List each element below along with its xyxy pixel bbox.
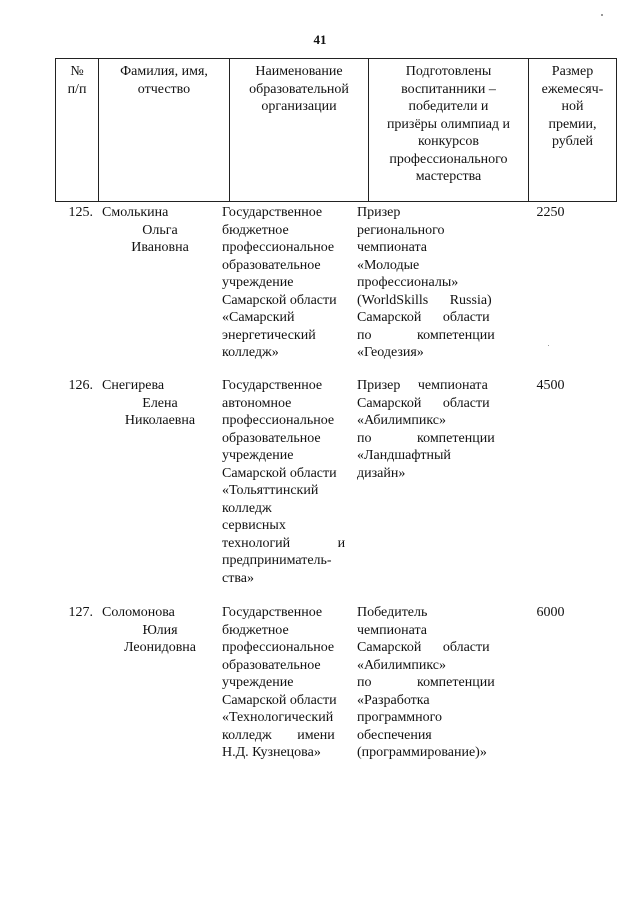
org-line: «Самарский	[222, 310, 295, 325]
org-line: Государственное	[222, 605, 323, 620]
org-line: Государственное	[222, 378, 323, 393]
ach-line: дизайн»	[357, 465, 406, 481]
ach-line: Самарской области	[357, 310, 490, 325]
org-line: ства»	[222, 570, 254, 586]
org-line: Государственное	[222, 205, 323, 220]
org-line: «Тольяттинский	[222, 483, 319, 498]
name-line: Ольга	[142, 222, 178, 238]
row-number: 126.	[68, 378, 93, 393]
header-line: мастерства	[415, 169, 482, 184]
table-header	[55, 58, 617, 202]
ach-line: профессионалы»	[357, 275, 459, 290]
org-line: Самарской области	[222, 465, 337, 481]
header-organization	[230, 59, 369, 202]
org-line: учреждение	[222, 675, 294, 690]
achievement	[357, 204, 502, 362]
name-line: Снегирева	[102, 378, 165, 393]
header-number	[56, 59, 99, 202]
org-line: образовательное	[222, 657, 321, 673]
ach-line: «Молодые	[357, 257, 420, 273]
header-line: ежемесяч-	[541, 81, 604, 97]
org-line: бюджетное	[222, 622, 289, 638]
name-line: Юлия	[142, 622, 178, 638]
header-name	[99, 59, 230, 202]
ach-line: «Разработка	[357, 692, 430, 708]
ach-line: Самарской области	[357, 640, 490, 655]
name-line: Ивановна	[131, 240, 189, 255]
person-name	[100, 604, 220, 657]
achievement	[357, 604, 502, 762]
org-line: профессиональное	[222, 640, 335, 655]
header-line: воспитанники –	[401, 81, 496, 97]
row-number: 125.	[68, 205, 93, 220]
org-line: автономное	[222, 395, 292, 411]
org-line: предприниматель-	[222, 553, 332, 568]
org-line: учреждение	[222, 448, 294, 463]
name-line: Леонидовна	[123, 640, 197, 655]
ach-line: по компетенции	[357, 675, 495, 690]
header-line: п/п	[67, 81, 87, 97]
org-line: «Технологический	[222, 710, 334, 725]
ach-line: «Абилимпикс»	[357, 657, 447, 673]
organization	[222, 604, 352, 762]
organization	[222, 377, 352, 587]
row-number: 127.	[68, 605, 93, 620]
name-line: Смолькина	[102, 205, 169, 220]
ach-line: чемпионата	[357, 622, 427, 638]
header-line: организации	[261, 99, 337, 114]
org-line: образовательное	[222, 430, 321, 446]
header-line: премии,	[548, 116, 597, 132]
prize-amount: 4500	[536, 378, 565, 393]
org-line: бюджетное	[222, 222, 289, 238]
organization	[222, 204, 352, 362]
name-line: Соломонова	[102, 605, 175, 620]
ach-line: обеспечения	[357, 727, 432, 743]
header-line: Фамилия, имя,	[120, 64, 208, 79]
header-line: образовательной	[249, 81, 349, 97]
name-line: Николаевна	[124, 413, 196, 428]
ach-line: (WorldSkills Russia)	[357, 292, 492, 308]
ach-line: программного	[357, 710, 443, 725]
header-achievement	[369, 59, 529, 202]
header-line: Размер	[551, 64, 594, 79]
org-line: профессиональное	[222, 413, 335, 428]
prize-amount: 6000	[536, 605, 565, 620]
name-line: Елена	[142, 395, 178, 411]
header-prize	[529, 59, 617, 202]
org-line: колледж	[222, 500, 272, 516]
ach-line: регионального	[357, 222, 445, 238]
ach-line: Самарской области	[357, 395, 490, 411]
org-line: учреждение	[222, 275, 294, 290]
person-name	[100, 204, 220, 257]
org-line: сервисных	[222, 518, 286, 533]
header-line: ной	[561, 99, 584, 114]
org-line: колледж имени	[222, 727, 335, 743]
header-line: конкурсов	[417, 134, 479, 149]
org-line: Самарской области	[222, 292, 337, 308]
header-line: профессионального	[389, 151, 508, 167]
org-line: колледж»	[222, 345, 279, 360]
header-line: отчество	[137, 81, 191, 97]
ach-line: по компетенции	[357, 430, 495, 446]
page-number: 41	[313, 32, 327, 47]
scan-speck	[548, 345, 549, 346]
achievement	[357, 377, 502, 482]
org-line: образовательное	[222, 257, 321, 273]
ach-line: по компетенции	[357, 327, 495, 343]
org-line: Н.Д. Кузнецова»	[222, 745, 321, 760]
header-line: победители и	[408, 99, 489, 114]
ach-line: «Геодезия»	[357, 345, 424, 360]
ach-line: чемпионата	[357, 240, 427, 255]
header-line: №	[70, 64, 84, 79]
ach-line: «Ландшафтный	[357, 448, 451, 463]
org-line: энергетический	[222, 327, 316, 343]
ach-line: Победитель	[357, 605, 428, 620]
header-line: Подготовлены	[405, 64, 492, 79]
header-line: Наименование	[255, 64, 343, 79]
person-name	[100, 377, 220, 430]
org-line: технологий и	[222, 535, 346, 551]
org-line: профессиональное	[222, 240, 335, 255]
ach-line: «Абилимпикс»	[357, 413, 447, 428]
header-line: рублей	[551, 134, 594, 149]
ach-line: (программирование)»	[357, 745, 487, 760]
ach-line: Призер	[357, 205, 401, 220]
prize-amount: 2250	[536, 205, 565, 220]
org-line: Самарской области	[222, 692, 337, 708]
ach-line: Призер чемпионата	[357, 378, 488, 393]
header-line: призёры олимпиад и	[386, 116, 511, 132]
scan-speck	[601, 14, 603, 16]
